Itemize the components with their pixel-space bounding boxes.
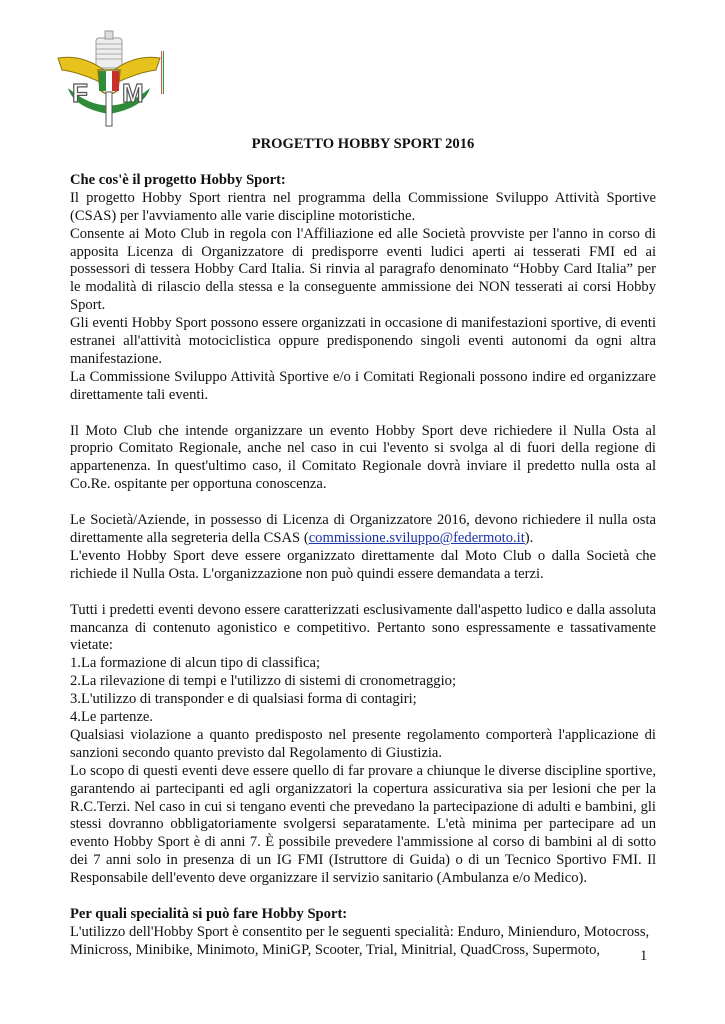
- svg-text:M: M: [122, 78, 144, 108]
- paragraph: L'utilizzo dell'Hobby Sport è consentito per le seguenti specialità: Enduro, Minienduro, Motocross, Minicross, Minibike, Minimoto, MiniGP, Scooter, Trial, Minitrial, QuadCross, Supermoto,: [70, 923, 650, 958]
- paragraph: Qualsiasi violazione a quanto predisposto nel presente regolamento comporterà l'applicazione di sanzioni secondo quanto previsto dal Regolamento di Giustizia.: [70, 726, 656, 761]
- list-item: 1.La formazione di alcun tipo di classifica;: [70, 655, 321, 672]
- section-heading: Per quali specialità si può fare Hobby Sport:: [70, 906, 348, 922]
- list-item: 4.Le partenze.: [70, 709, 154, 726]
- paragraph: Le Società/Aziende, in possesso di Licenza di Organizzatore 2016, devono richiedere il nulla osta direttamente alla segreteria della CSAS (commissione.sviluppo@federmoto.it).: [70, 512, 656, 546]
- fmi-logo-icon: [54, 28, 164, 128]
- page-title: PROGETTO HOBBY SPORT 2016: [251, 136, 475, 152]
- email-link[interactable]: commissione.sviluppo@federmoto.it: [308, 530, 525, 546]
- page-number: 1: [640, 948, 648, 964]
- paragraph: Gli eventi Hobby Sport possono essere organizzati in occasione di manifestazioni sportive, di eventi estranei all'attività motociclistica oppure predisponendo singoli eventi autonomi da ogni altra manifestazione.: [70, 315, 656, 367]
- document-body: [70, 136, 656, 960]
- list-item: 2.La rilevazione di tempi e l'utilizzo di sistemi di cronometraggio;: [70, 673, 457, 690]
- paragraph: Il Moto Club che intende organizzare un evento Hobby Sport deve richiedere il Nulla Osta al proprio Comitato Regionale, anche nel caso in cui l'evento si svolga al di fuori della regione di appartenenza. In quest'ultimo caso, il Comitato Regionale dovrà inviare il predetto nulla osta al Co.Re. ospitante per opportuna conoscenza.: [70, 422, 656, 493]
- svg-text:F: F: [72, 78, 88, 108]
- paragraph: Lo scopo di questi eventi deve essere quello di far provare a chiunque le diverse discipline sportive, garantendo ai partecipanti ed agli organizzatori la copertura assicurativa sia per lesioni che per la R.C.Terzi. Nel caso in cui si tengano eventi che prevedano la partecipazione di adulti e bambini, gli stessi dovranno obbligatoriamente svolgersi separatamente. L'età minima per partecipare ad un evento Hobby Sport è di anni 7. È possibile prevedere l'ammissione al corso di bambini al di sotto dei 7 anni solo in presenza di un IG FMI (Istruttore di Guida) o di un Tecnico Sportivo FMI. Il Responsabile dell'evento deve organizzare il servizio sanitario (Ambulanza e/o Medico).: [70, 762, 656, 887]
- section-heading: Che cos'è il progetto Hobby Sport:: [70, 171, 286, 188]
- list-item: 3.L'utilizzo di transponder e di qualsiasi forma di contagiri;: [70, 691, 417, 708]
- paragraph: L'evento Hobby Sport deve essere organizzato direttamente dal Moto Club o dalla Società che richiede il Nulla Osta. L'organizzazione non può quindi essere demandata a terzi.: [70, 547, 656, 582]
- paragraph: Consente ai Moto Club in regola con l'Affiliazione ed alle Società provviste per l'anno in corso di apposita Licenza di Organizzatore di predisporre eventi ludici aperti ai tesserati FMI ed ai possessori di tessera Hobby Card Italia. Si rinvia al paragrafo denominato “Hobby Card Italia” per le modalità di rilascio della stessa e la conseguente ammissione dei NON tesserati ai corsi Hobby Sport.: [70, 225, 656, 314]
- paragraph: Tutti i predetti eventi devono essere caratterizzati esclusivamente dall'aspetto ludico e dalla assoluta mancanza di contenuto agonistico e competitivo. Pertanto sono espressamente e tassativamente vietate:: [70, 601, 656, 654]
- paragraph: Il progetto Hobby Sport rientra nel programma della Commissione Sviluppo Attività Sportive (CSAS) per l'avviamento alle varie discipline motoristiche.: [70, 189, 656, 224]
- paragraph: La Commissione Sviluppo Attività Sportive e/o i Comitati Regionali possono indire ed organizzare direttamente tali eventi.: [70, 368, 656, 403]
- flag-divider: [161, 51, 164, 94]
